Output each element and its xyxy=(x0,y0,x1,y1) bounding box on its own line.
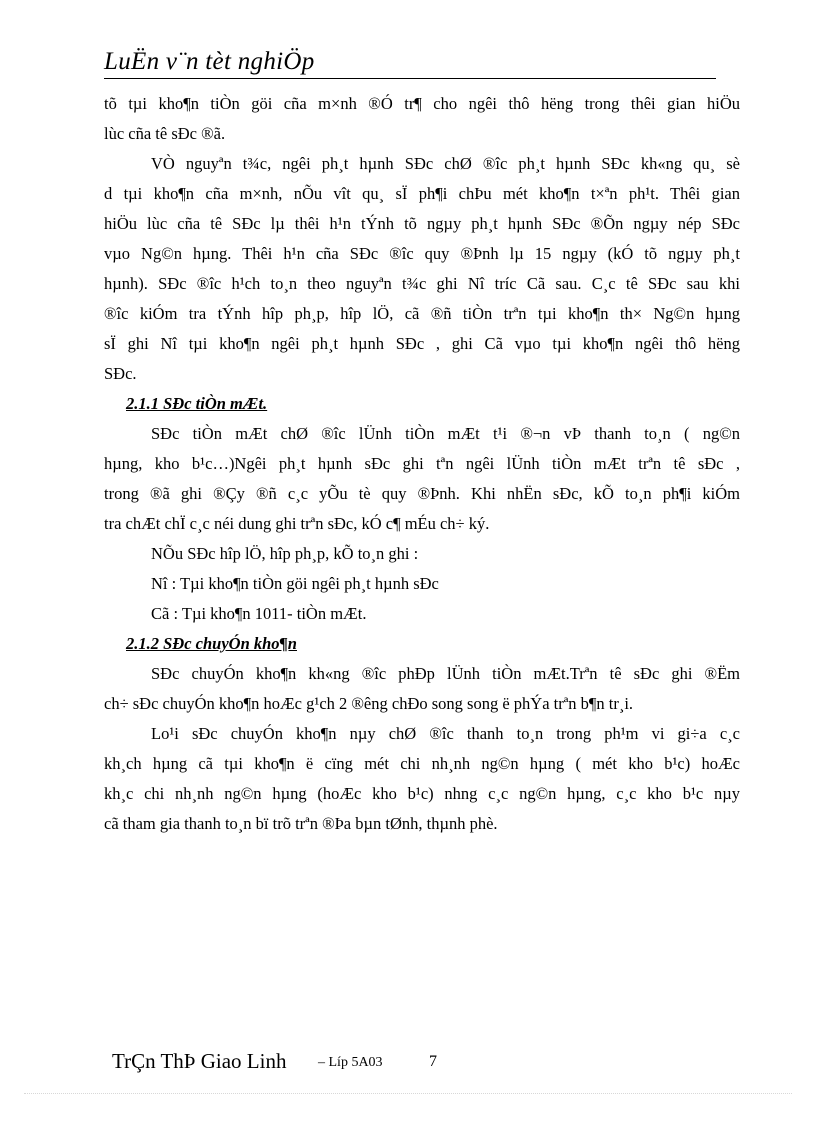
header-rule xyxy=(104,78,716,79)
body-line: NÕu SÐc hîp lÖ, hîp ph¸p, kÕ to¸n ghi : xyxy=(151,544,419,563)
body-line: d tµi kho¶n cña m×nh, nÕu vît qu¸ sÏ ph¶i chÞu mét kho¶n t×ªn ph¹t. Thêi gian xyxy=(104,184,740,203)
body-line: ®îc kiÓm tra tÝnh hîp ph¸p, hîp lÖ, cã ®ñ tiÒn trªn tµi kho¶n th× Ng©n hµng xyxy=(104,304,740,323)
body-line: kh¸ch hµng cã tµi kho¶n ë cïng mét chi nh¸nh ng©n hµng ( mét kho b¹c) hoÆc xyxy=(104,754,740,773)
body-line: tõ tµi kho¶n tiÒn göi cña m×nh ®Ó tr¶ cho ngêi thô hëng trong thêi gian hiÖu xyxy=(104,94,740,113)
journal-entry-credit: Cã : Tµi kho¶n 1011- tiÒn mÆt. xyxy=(151,604,367,623)
body-line: hiÖu lùc cña tê SÐc lµ thêi h¹n tÝnh tõ ngµy ph¸t hµnh SÐc ®Õn ngµy nép SÐc xyxy=(104,214,740,233)
body-line: cã tham gia thanh to¸n bï trõ trªn ®Þa bµn tØnh, thµnh phè. xyxy=(104,814,498,833)
page-bottom-border xyxy=(24,1093,792,1094)
section-heading-2-1-1: 2.1.1 SÐc tiÒn mÆt. xyxy=(126,394,268,413)
body-line: Lo¹i sÐc chuyÓn kho¶n nµy chØ ®îc thanh to¸n trong ph¹m vi gi÷a c¸c xyxy=(151,724,740,743)
body-line: SÐc. xyxy=(104,364,137,383)
journal-entry-debit: Nî : Tµi kho¶n tiÒn göi ngêi ph¸t hµnh sÐc xyxy=(151,574,439,593)
body-line: lùc cña tê sÐc ®ã. xyxy=(104,124,226,143)
body-line: ch÷ sÐc chuyÓn kho¶n hoÆc g¹ch 2 ®êng chÐo song song ë phÝa trªn b¶n tr¸i. xyxy=(104,694,634,713)
section-heading-2-1-2: 2.1.2 SÐc chuyÓn kho¶n xyxy=(126,634,297,653)
body-line: SÐc chuyÓn kho¶n kh«ng ®îc phÐp lÜnh tiÒn mÆt.Trªn tê sÐc ghi ®Ëm xyxy=(151,664,740,683)
body-line: SÐc tiÒn mÆt chØ ®îc lÜnh tiÒn mÆt t¹i ®¬n vÞ thanh to¸n ( ng©n xyxy=(151,424,740,443)
running-header-title: LuËn v¨n tèt nghiÖp xyxy=(104,48,315,75)
body-line: trong ®ã ghi ®Çy ®ñ c¸c yÕu tè quy ®Þnh. Khi nhËn sÐc, kÕ to¸n ph¶i kiÓm xyxy=(104,484,740,503)
footer-author: TrÇn ThÞ Giao Linh xyxy=(112,1049,287,1073)
footer-class: – Líp 5A03 xyxy=(318,1055,383,1070)
body-line: VÒ nguyªn t¾c, ngêi ph¸t hµnh SÐc chØ ®îc ph¸t hµnh SÐc kh«ng qu¸ sè xyxy=(151,154,740,173)
body-line: sÏ ghi Nî tµi kho¶n ngêi ph¸t hµnh SÐc , ghi Cã vµo tµi kho¶n ngêi thô hëng xyxy=(104,334,740,353)
body-line: hµng, kho b¹c…)Ngêi ph¸t hµnh sÐc ghi tªn ngêi lÜnh tiÒn mÆt trªn tê sÐc , xyxy=(104,454,740,473)
body-line: kh¸c chi nh¸nh ng©n hµng (hoÆc kho b¹c) nhng c¸c ng©n hµng, c¸c kho b¹c nµy xyxy=(104,784,740,803)
body-line: tra chÆt chÏ c¸c néi dung ghi trªn sÐc, kÓ c¶ mÉu ch÷ ký. xyxy=(104,514,490,533)
body-line: hµnh). SÐc ®îc h¹ch to¸n theo nguyªn t¾c ghi Nî tríc Cã sau. C¸c tê SÐc sau khi xyxy=(104,274,740,293)
page-number: 7 xyxy=(429,1053,437,1070)
body-text xyxy=(104,89,740,839)
body-line: vµo Ng©n hµng. Thêi h¹n cña SÐc ®îc quy ®Þnh lµ 15 ngµy (kÓ tõ ngµy ph¸t xyxy=(104,244,740,263)
